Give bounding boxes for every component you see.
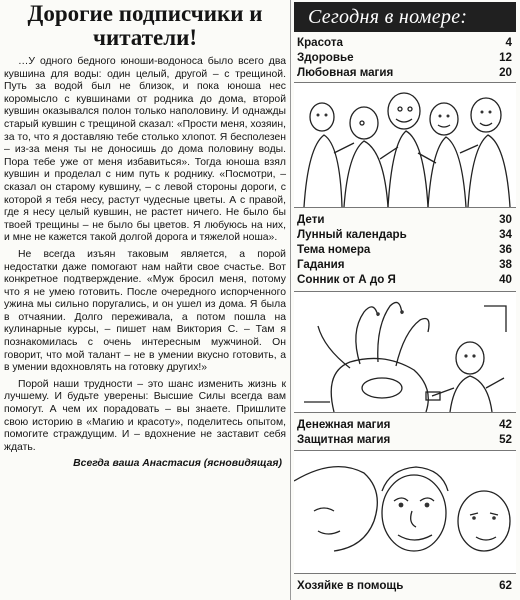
toc-item-protective-magic[interactable]: [294, 432, 516, 447]
toc-item-page: 38: [499, 258, 512, 271]
table-of-contents: [294, 0, 516, 600]
toc-item-label: Гадания: [297, 258, 345, 271]
editorial-paragraph: …У одного бедного юноши-водоноса было всего два кувшина для воды: один целый, другой – с трещиной. Путь за водой был не близок, и пока юноша нес коромысло с кувшинами от родника до дома, второй кувшин оказывался полон только наполовину. И однажды старый кувшин с трещиной сказал: «Прости меня, хозяин, за то, что я доставляю тебе столько хлопот. Я бесполезен – из-за меня ты не доносишь до дома половину воды. Пора тебе уже от меня избавиться». Тогда юноша взял кувшин и проделал с ним путь к роднику. «Посмотри, – сказал он старому кувшину, – с левой стороны дороги, с которой я тебя несу, растут чудесные цветы. А с правой, где я несу целый кувшин, не растет ничего. Не было бы твоей трещины – не было бы цветов. Я любуюсь на них, и мне не кажется такой долгой дорога и тяжелой ноша».: [4, 56, 286, 244]
toc-item-page: 42: [499, 418, 512, 431]
toc-item-label: Красота: [297, 36, 343, 49]
toc-item-page: 34: [499, 228, 512, 241]
column-divider: [290, 0, 291, 600]
toc-item-label: Лунный календарь: [297, 228, 407, 241]
toc-item-money-magic[interactable]: [294, 417, 516, 432]
toc-item-page: 62: [499, 579, 512, 592]
illustration-crowd: [294, 82, 516, 208]
toc-item-children[interactable]: [294, 212, 516, 227]
faces-drawing: [294, 451, 516, 573]
toc-item-issue-theme[interactable]: [294, 242, 516, 257]
editorial-title: Дорогие подписчики и читатели!: [27, 1, 263, 50]
toc-heading: Сегодня в номере:: [294, 2, 516, 32]
toc-item-label: Защитная магия: [297, 433, 391, 446]
toc-item-love-magic[interactable]: [294, 65, 516, 80]
toc-item-page: 40: [499, 273, 512, 286]
toc-item-label: Здоровье: [297, 51, 354, 64]
toc-item-page: 52: [499, 433, 512, 446]
toc-item-household-help[interactable]: [294, 578, 516, 593]
crowd-drawing: [294, 83, 516, 207]
toc-item-label: Денежная магия: [297, 418, 391, 431]
toc-item-beauty[interactable]: [294, 35, 516, 50]
toc-item-fortune-telling[interactable]: [294, 257, 516, 272]
toc-item-dream-book[interactable]: [294, 272, 516, 287]
toc-item-label: Тема номера: [297, 243, 371, 256]
editorial-paragraph: Не всегда изъян таковым является, а порой недостатки даже помогают нам найти свое счастье. Вот конкретное подтверждение. «Муж бросил меня, потому что я не умею готовить. После очередного испорченного ужина мы сильно поругались, и он ушел из дома. Я была в отчаянии. Долго переживала, а потом пошла на кулинарные курсы, – пишет нам Виктория С. – Там я познакомилась с очень интересным мужчиной. Он говорит, что мой талант – не в умении вкусно готовить, а в умении вдохновлять на готовку других!»: [4, 248, 286, 374]
toc-item-label: Любовная магия: [297, 66, 394, 79]
toc-item-health[interactable]: [294, 50, 516, 65]
toc-item-lunar-calendar[interactable]: [294, 227, 516, 242]
toc-item-page: 30: [499, 213, 512, 226]
toc-item-page: 36: [499, 243, 512, 256]
toc-item-label: Хозяйке в помощь: [297, 579, 404, 592]
illustration-creature: [294, 291, 516, 413]
creature-drawing: [294, 292, 516, 412]
toc-item-page: 4: [505, 36, 512, 49]
toc-item-page: 12: [499, 51, 512, 64]
toc-item-page: 20: [499, 66, 512, 79]
editorial-column: [4, 2, 286, 598]
editorial-paragraph: Порой наши трудности – это шанс изменить жизнь к лучшему. И будьте уверены: Высшие Силы всегда вам помогут. А чем их порадовать – вы знаете. Пришлите свою историю в «Магию и красоту», поделитесь опытом, помогите страждущим. И – вдохнение не заставит себя ждать.: [4, 378, 286, 453]
toc-item-label: Дети: [297, 213, 325, 226]
illustration-faces: [294, 450, 516, 574]
toc-item-label: Сонник от А до Я: [297, 273, 396, 286]
editorial-body: [4, 56, 286, 454]
editorial-signature: Всегда ваша Анастасия (ясновидящая): [73, 458, 282, 470]
